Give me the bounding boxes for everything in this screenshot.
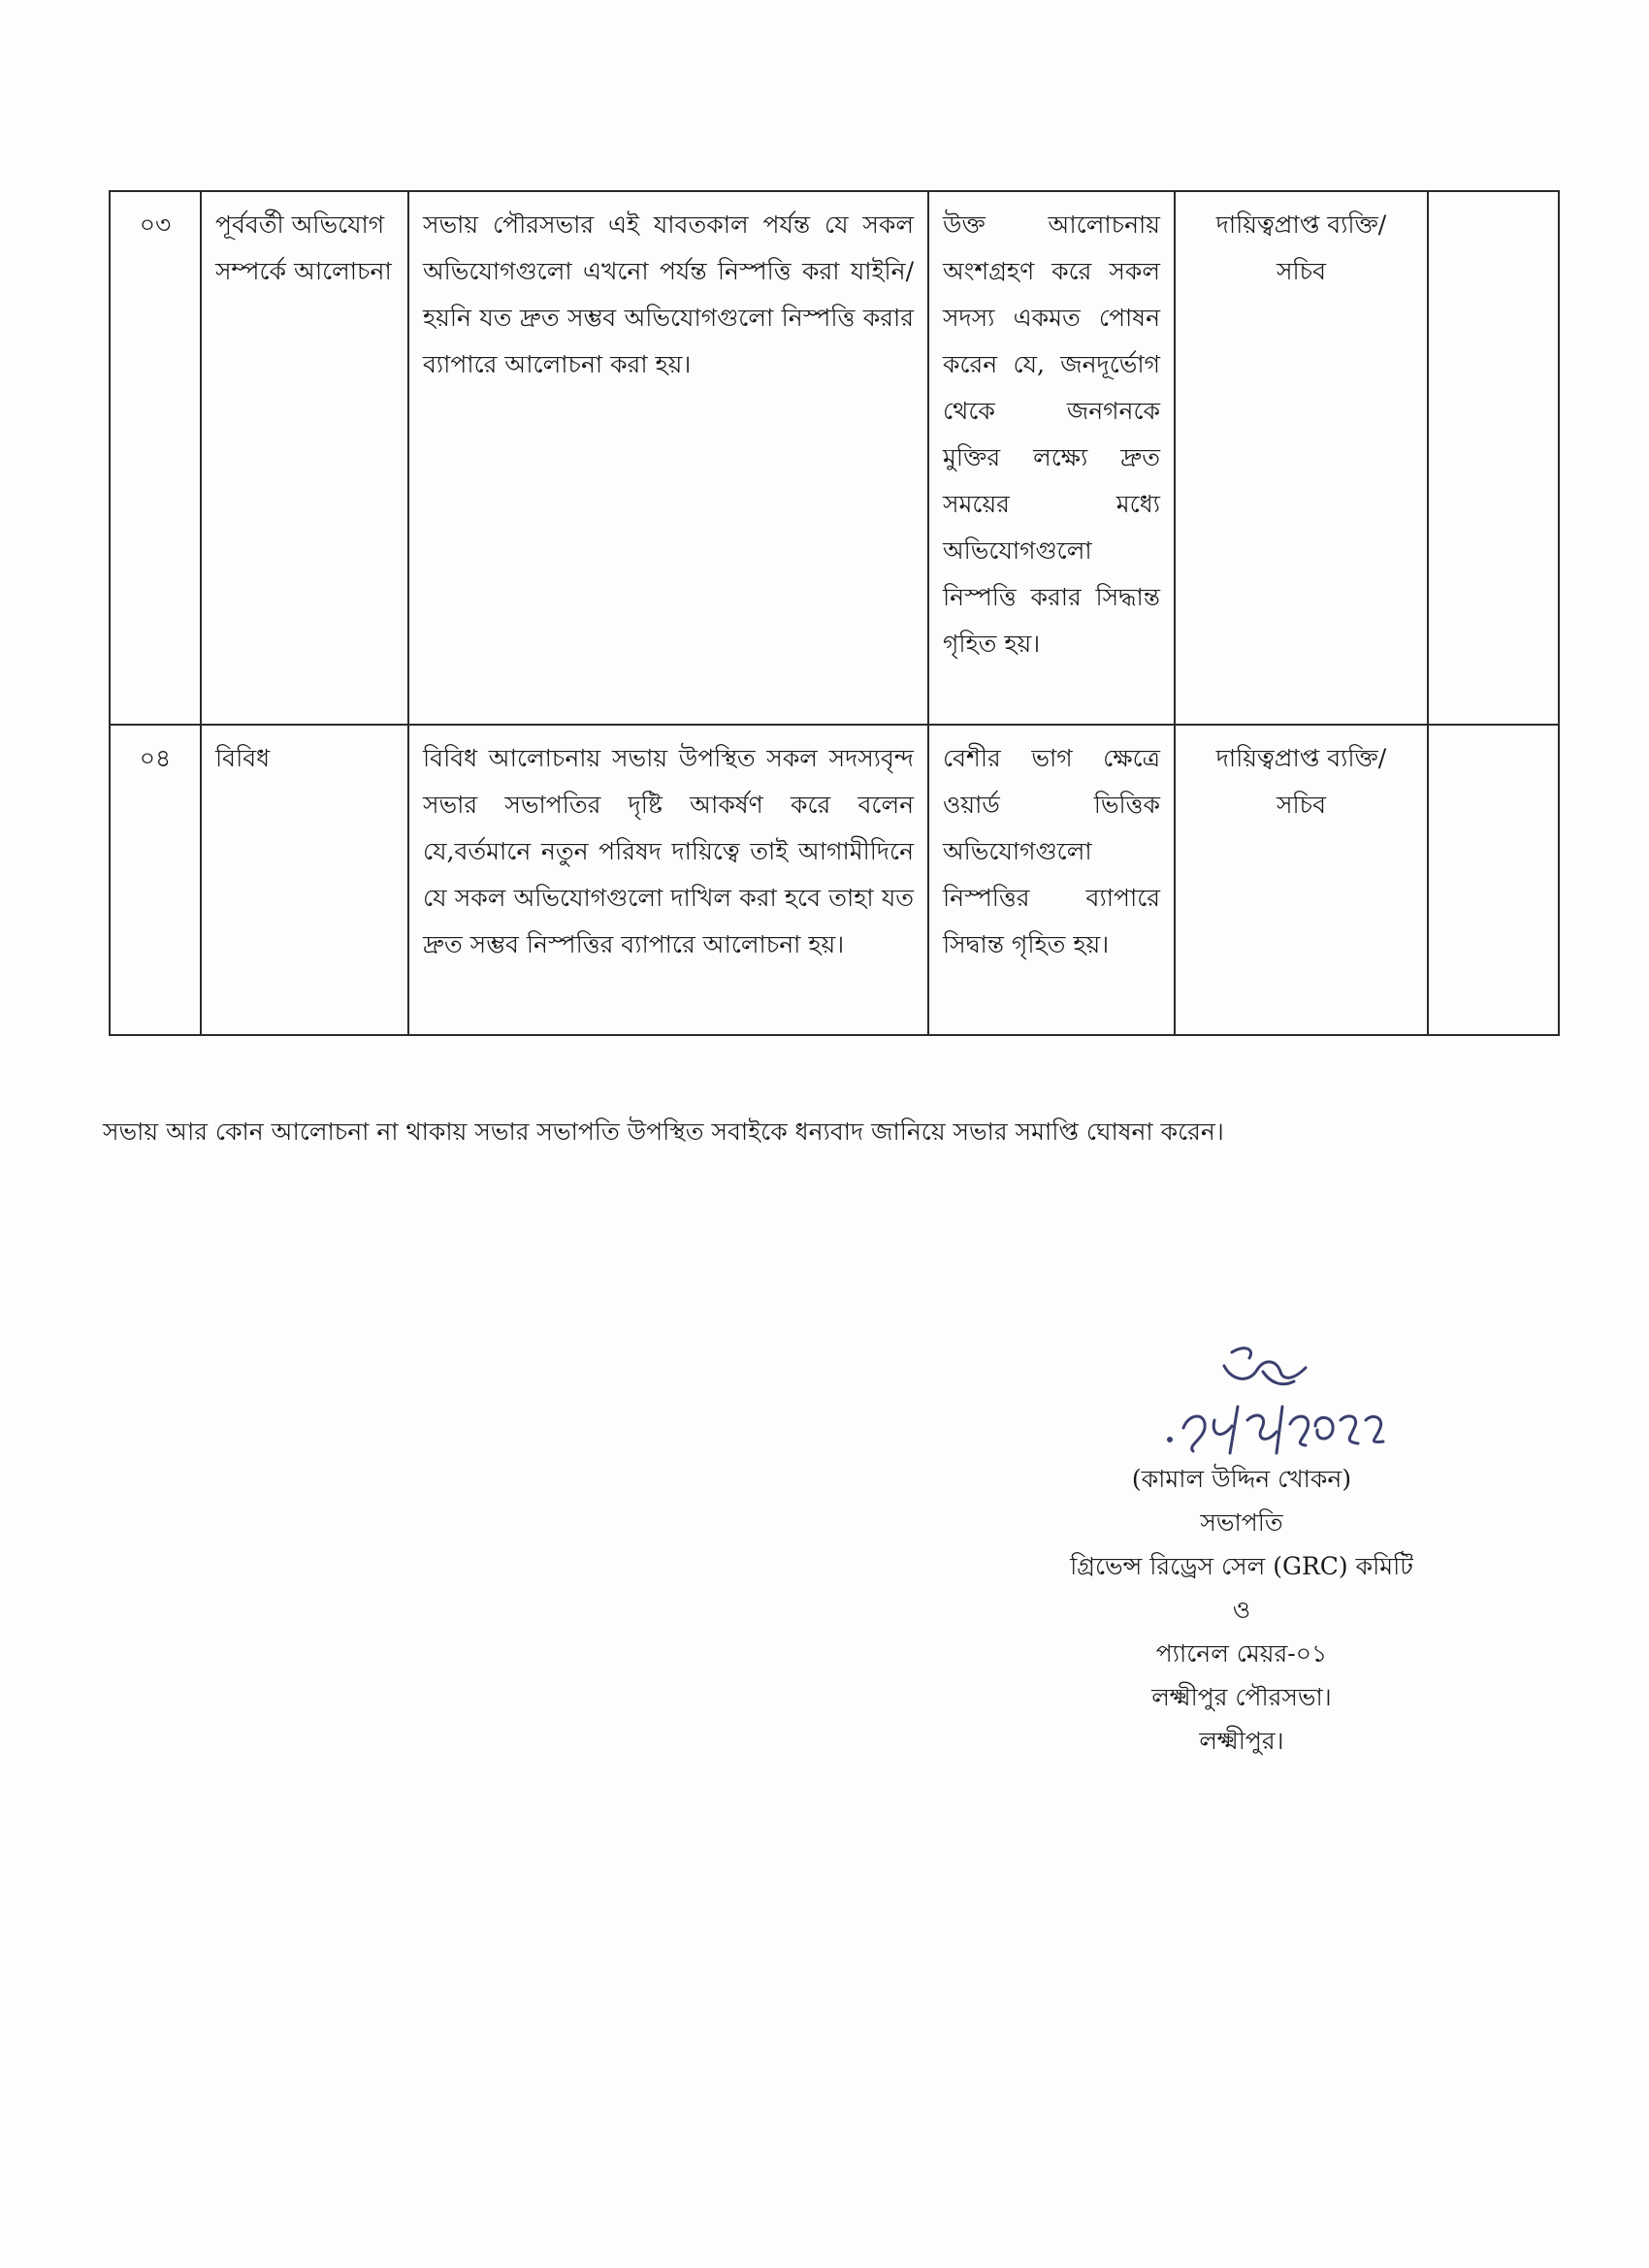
serial-cell: ০৩ xyxy=(110,191,201,725)
office-name: লক্ষ্মীপুর পৌরসভা। xyxy=(1151,1683,1332,1711)
decision-cell: উক্ত আলোচনায় অংশগ্রহণ করে সকল সদস্য একমত পোষন করেন যে, জনদূর্ভোগ থেকে জনগনকে মুক্তির লক্ষ্যে দ্রুত সময়ের মধ্যে অভিযোগগুলো নিস্পত্তি করার সিদ্ধান্ত গৃহিত হয়। xyxy=(928,191,1175,725)
remarks-cell xyxy=(1428,725,1559,1035)
signatory-name: (কামাল উদ্দিন খোকন) xyxy=(1131,1465,1352,1493)
conjunction-text: ও xyxy=(1232,1596,1251,1624)
place-name: লক্ষ্মীপুর। xyxy=(1199,1727,1284,1755)
table-row xyxy=(110,191,1559,725)
panel-designation: প্যানেল মেয়র-০১ xyxy=(1155,1639,1328,1668)
signature-block xyxy=(989,1339,1494,1763)
closing-statement: সভায় আর কোন আলোচনা না থাকায় সভার সভাপতি উপস্থিত সবাইকে ধন্যবাদ জানিয়ে সভার সমাপ্তি ঘোষনা করেন। xyxy=(103,1118,1224,1146)
table-row xyxy=(110,725,1559,1035)
handwritten-signature xyxy=(1086,1339,1397,1465)
decision-cell: বেশীর ভাগ ক্ষেত্রে ওয়ার্ড ভিত্তিক অভিযোগগুলো নিস্পত্তির ব্যাপারে সিদ্বান্ত গৃহিত হয়। xyxy=(928,725,1175,1035)
signatory-designation: সভাপতি xyxy=(1200,1508,1283,1537)
topic-cell: বিবিধ xyxy=(201,725,408,1035)
minutes-table xyxy=(109,190,1560,1036)
topic-cell: পূর্ববর্তী অভিযোগ সম্পর্কে আলোচনা xyxy=(201,191,408,725)
responsible-cell: দায়িত্বপ্রাপ্ত ব্যক্তি/ সচিব xyxy=(1175,191,1428,725)
responsible-cell: দায়িত্বপ্রাপ্ত ব্যক্তি/ সচিব xyxy=(1175,725,1428,1035)
discussion-cell: সভায় পৌরসভার এই যাবতকাল পর্যন্ত যে সকল অভিযোগগুলো এখনো পর্যন্ত নিস্পত্তি করা যাইনি/হয়নি যত দ্রুত সম্ভব অভিযোগগুলো নিস্পত্তি করার ব্যাপারে আলোচনা করা হয়। xyxy=(408,191,928,725)
serial-cell: ০৪ xyxy=(110,725,201,1035)
discussion-cell: বিবিধ আলোচনায় সভায় উপস্থিত সকল সদস্যবৃন্দ সভার সভাপতির দৃষ্টি আকর্ষণ করে বলেন যে,বর্তমানে নতুন পরিষদ দায়িত্বে তাই আগামীদিনে যে সকল অভিযোগগুলো দাখিল করা হবে তাহা যত দ্রুত সম্ভব নিস্পত্তির ব্যাপারে আলোচনা হয়। xyxy=(408,725,928,1035)
remarks-cell xyxy=(1428,191,1559,725)
committee-name: গ্রিভেন্স রিড্রেস সেল (GRC) কমিটি xyxy=(1070,1552,1413,1580)
